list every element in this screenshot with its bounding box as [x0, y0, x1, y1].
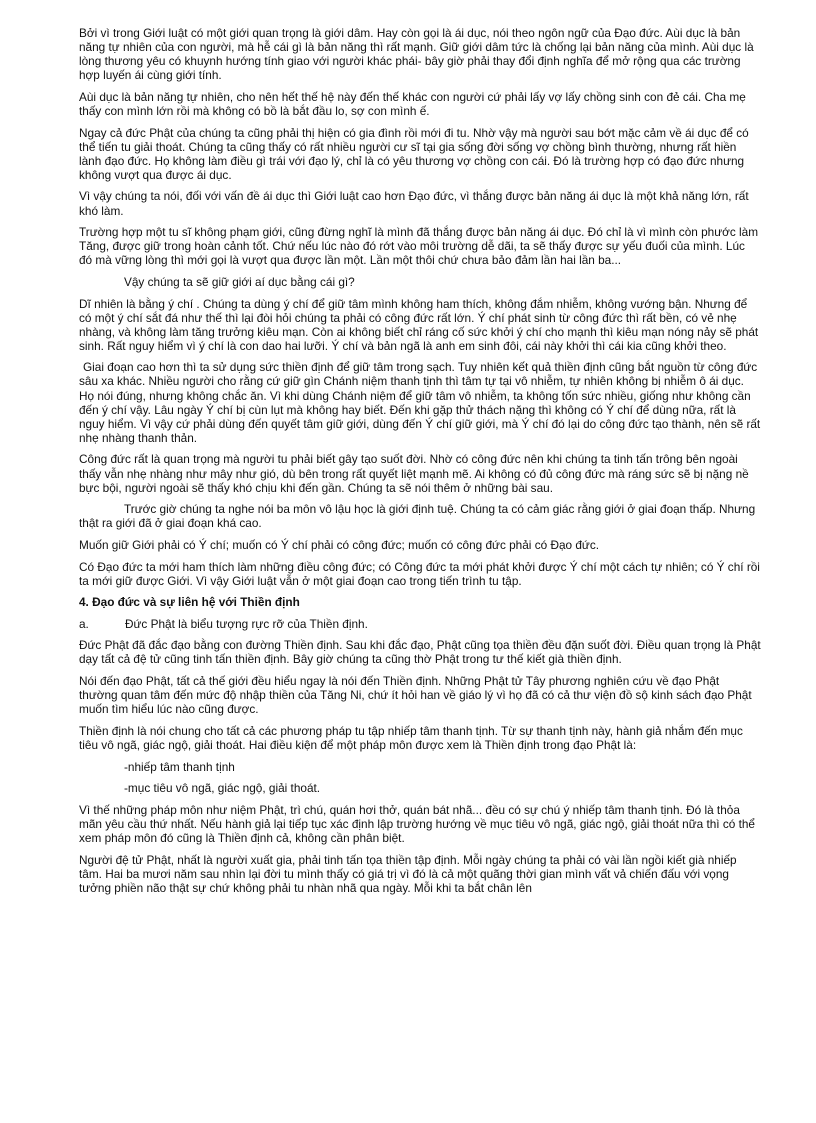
list-item: -mục tiêu vô ngã, giác ngộ, giải thoát. — [124, 781, 321, 796]
paragraph: Có Đạo đức ta mới ham thích làm những điều công đức; có Công đức ta mới phát khởi được Ý chí một cách tự nhiên; có Ý chí rồi ta mới giữ được Giới. Vì vậy Giới luật vẫn ở một giai đoạn cao trong tiến trình tu tập. — [79, 559, 760, 588]
paragraph: Thiền định là nói chung cho tất cả các phương pháp tu tập nhiếp tâm thanh tịnh. Từ sự thanh tịnh này, hành giả nhắm đến mục tiêu vô ngã, giác ngộ, giải thoát. Hai điều kiện để một pháp môn được xem là Thiền định trong đạo Phật là: — [79, 723, 743, 752]
subsection-heading — [79, 617, 761, 631]
section-heading: 4. Đạo đức và sự liên hệ với Thiền định — [79, 595, 300, 610]
paragraph: Giai đoạn cao hơn thì ta sử dụng sức thiền định để giữ tâm trong sạch. Tuy nhiên kết quả thiền định cũng bắt nguồn từ công đức sâu xa khác. Nhiều người cho rằng cứ giữ gìn Chánh niệm thanh tịnh thì tâm tự tại vô nhiễm, tự nhiên không bị nhiễm ô ái dục. Họ nói đúng, nhưng không chắc ăn. Vì khi dùng Chánh niệm để giữ tâm vô nhiễm, ta không tốn sức nhiều, giống như không cần đến ý chí vậy. Lâu ngày Ý chí bị cùn lụt mà không hay biết. Đến khi gặp thử thách nặng thì không có Ý chí để dùng nữa, rất là nguy hiểm. Vì vậy cứ phải dùng đến quyết tâm giữ giới, dùng đến Ý chí giữ giới, mà Ý chí đó lại do công đức tạo thành, nên sẽ rất nhẹ nhàng thanh thản. — [79, 360, 761, 445]
question-paragraph: Vậy chúng ta sẽ giữ giới aí dục bằng cái gì? — [124, 274, 355, 289]
subsection-title: Đức Phật là biểu tượng rực rỡ của Thiền định. — [125, 616, 368, 631]
subsection-label: a. — [79, 616, 89, 631]
paragraph: Aùi dục là bản năng tự nhiên, cho nên hết thế hệ này đến thế khác con người cứ phải lấy vợ lấy chồng sinh con đẻ cái. Cha mẹ thấy con mình lớn rồi mà không có bồ là bắt đầu lo, sợ con mình ế. — [79, 89, 746, 118]
paragraph: Trước giờ chúng ta nghe nói ba môn vô lậu học là giới định tuệ. Chúng ta có cảm giác rằng giới ở giai đoạn thấp. Nhưng thật ra giới đã ở giai đoạn khá cao. — [79, 502, 756, 531]
paragraph: Vì thế những pháp môn như niệm Phật, trì chú, quán hơi thở, quán bát nhã... đều có sự chú ý nhiếp tâm thanh tịnh. Đó là thỏa mãn yêu cầu thứ nhất. Nếu hành giả lại tiếp tục xác định lập trường hướng về mục tiêu vô ngã, giác ngộ, giải thoát nữa thì có thể xem pháp môn đó cũng là Thiền định cả, không cần phân biệt. — [79, 802, 755, 845]
paragraph: Bởi vì trong Giới luật có một giới quan trọng là giới dâm. Hay còn gọi là ái dục, nói theo ngôn ngữ của Đạo đức. Aùi dục là bản năng tự nhiên của con người, mà hễ cái gì là bản năng thì rất mạnh. Giữ giới dâm tức là chống lại bản năng của mình. Aùi dục là lòng thương yêu có khuynh hướng tính giao với người khác phái- bây giờ phải thay đổi định nghĩa để mở rộng qua các trường hợp luyến ái cùng giới tính. — [79, 26, 754, 83]
paragraph: Trường hợp một tu sĩ không phạm giới, cũng đừng nghĩ là mình đã thắng được bản năng ái dục. Đó chỉ là vì mình còn phước làm Tăng, được giữ trong hoàn cảnh tốt. Chứ nếu lúc nào đó rớt vào môi trường dễ dãi, ta sẽ thấy được sự yếu đuối của mình. Lúc đó mà vững lòng thì mới gọi là vượt qua được lần một. Lần một thôi chứ chưa bảo đảm lần hai lần ba... — [79, 225, 759, 268]
paragraph: Người đệ tử Phật, nhất là người xuất gia, phải tinh tấn tọa thiền tập định. Mỗi ngày chúng ta phải có vài lần ngồi kiết già nhiếp tâm. Hai ba mươi năm sau nhìn lại đời tu mình thấy có giá trị vì đó là cả một quãng thời gian mình vất vả chiến đấu với vọng tưởng phiền não thật sự chứ không phải tu nhàn nhã qua ngày. Mỗi khi ta bắt chân lên — [79, 852, 737, 895]
paragraph: Nói đến đạo Phật, tất cả thế giới đều hiểu ngay là nói đến Thiền định. Những Phật tử Tây phương nghiên cứu về đạo Phật thường quan tâm đến mức độ nhập thiền của Tăng Ni, chứ ít hỏi han về giáo lý vì họ đã có cả thư viện đồ sộ kinh sách đạo Phật muốn tìm hiểu lúc nào cũng được. — [79, 674, 752, 717]
paragraph: Ngay cả đức Phật của chúng ta cũng phải thị hiện có gia đình rồi mới đi tu. Nhờ vậy mà người sau bớt mặc cảm về ái dục để có thể tiến tu giải thoát. Chúng ta cũng thấy có rất nhiều người cư sĩ tại gia sống đời sống vợ chồng bình thường, nhưng rất hiền lành đạo đức. Họ không làm điều gì trái với đạo lý, chỉ là có yêu thương vợ chồng con cái. Đó là trường hợp có đạo đức nhưng không vượt qua được ái dục. — [79, 125, 749, 182]
paragraph: Vì vậy chúng ta nói, đối với vấn đề ái dục thì Giới luật cao hơn Đạo đức, vì thắng được bản năng ái dục là một khả năng lớn, rất khó làm. — [79, 189, 749, 218]
paragraph: Dĩ nhiên là bằng ý chí . Chúng ta dùng ý chí để giữ tâm mình không ham thích, không đắm nhiễm, không vướng bận. Nhưng để có một ý chí sắt đá như thế thì lại đòi hỏi chúng ta phải có công đức rất lớn. Ý chí phát sinh từ công đức thì rất bền, có vẻ nhẹ nhàng, và không làm tăng trưởng kiêu mạn. Còn ai không biết chỉ ráng cố sức khởi ý chí cho mạnh thì kiêu mạn nóng nảy sẽ phát sinh. Rất nguy hiểm vì ý chí là con dao hai lưỡi. Ý chí và bản ngã là anh em sinh đôi, cái này khởi thì cái kia cũng khởi theo. — [79, 296, 759, 353]
paragraph: Công đức rất là quan trọng mà người tu phải biết gây tạo suốt đời. Nhờ có công đức nên khi chúng ta tinh tấn trông bên ngoài thấy vẫn nhẹ nhàng như mây như gió, dù bên trong rất quyết liệt mạnh mẽ. Ai không có đủ công đức mà ráng sức sẽ bị nặng nề bực bội, người ngoài sẽ thấy khó chịu khi đến gần. Chúng ta sẽ nói thêm ở những bài sau. — [79, 452, 749, 495]
list-item: -nhiếp tâm thanh tịnh — [124, 759, 235, 774]
paragraph: Muốn giữ Giới phải có Ý chí; muốn có Ý chí phải có công đức; muốn có công đức phải có Đạo đức. — [79, 537, 599, 552]
paragraph: Đức Phật đã đắc đạo bằng con đường Thiền định. Sau khi đắc đạo, Phật cũng tọa thiền đều đặn suốt đời. Điều quan trọng là Phật dạy tất cả đệ tử cũng tinh tấn thiền định. Bây giờ chúng ta cũng thờ Phật trong tư thế kiết già thiền định. — [79, 638, 761, 667]
